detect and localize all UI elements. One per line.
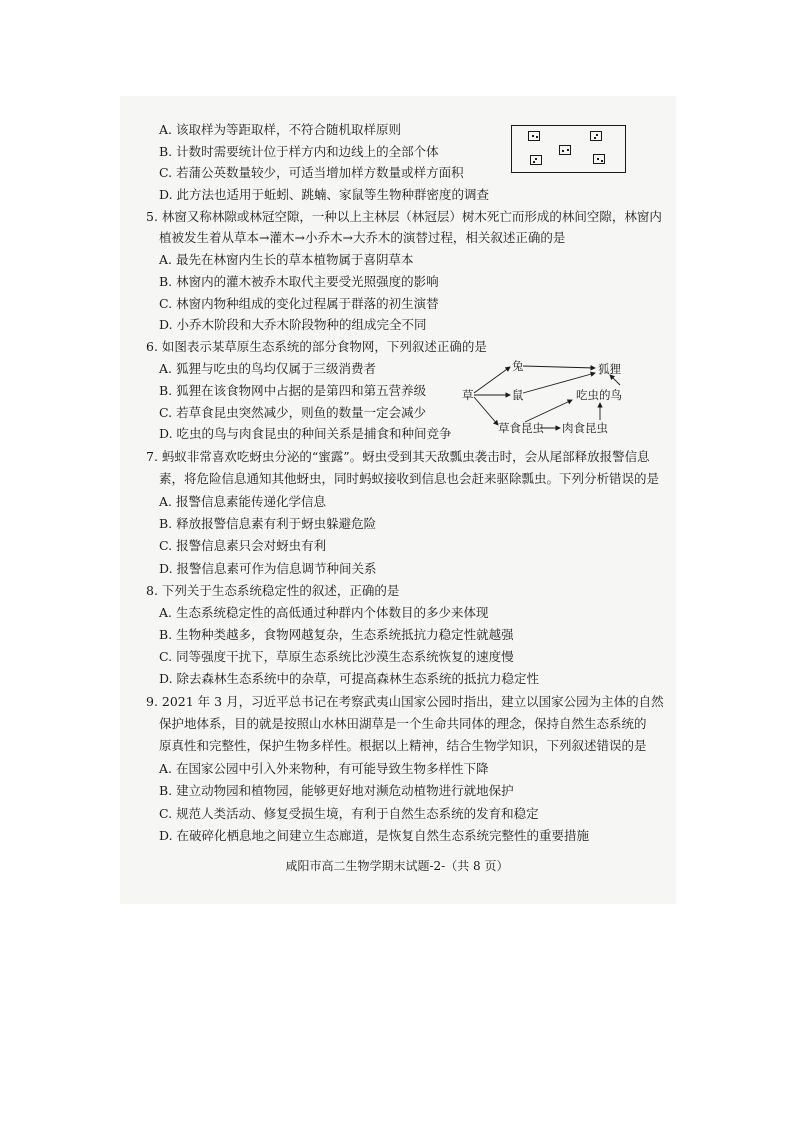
q6-stem: 6. 如图表示某草原生态系统的部分食物网，下列叙述正确的是	[146, 339, 487, 354]
node-grass: 草	[462, 388, 474, 402]
node-carn-insect: 肉食昆虫	[562, 421, 608, 435]
q9-option-c: C. 规范人类活动、修复受损生境，有利于自然生态系统的发育和稳定	[159, 806, 539, 821]
q4-option-a: A. 该取样为等距取样，不符合随机取样原则	[159, 122, 401, 137]
q8-option-c: C. 同等强度干扰下，草原生态系统比沙漠生态系统恢复的速度慢	[159, 649, 514, 664]
node-fox: 狐狸	[598, 362, 621, 376]
q8-option-b: B. 生物种类越多，食物网越复杂，生态系统抵抗力稳定性就越强	[159, 627, 514, 642]
arrow-rabbit-fox	[523, 366, 595, 368]
q6-option-a: A. 狐狸与吃虫的鸟均仅属于三级消费者	[159, 361, 376, 376]
q5-option-a: A. 最先在林窗内生长的草本植物属于喜阴草本	[159, 252, 414, 267]
q8-stem: 8. 下列关于生态系统稳定性的叙述，正确的是	[146, 583, 400, 598]
q4-option-c: C. 若蒲公英数量较少，可适当增加样方数量或样方面积	[159, 165, 464, 180]
q7-stem-line1: 7. 蚂蚁非常喜欢吃蚜虫分泌的“蜜露”。蚜虫受到其天敌瓢虫袭击时，会从尾部释放报警信息	[146, 449, 650, 464]
q7-stem-line2: 素，将危险信息通知其他蚜虫，同时蚂蚁接收到信息也会赶来驱除瓢虫。下列分析错误的是	[159, 471, 660, 486]
quadrat-square	[593, 154, 605, 164]
q5-stem-line1: 5. 林窗又称林隙或林冠空隙，一种以上主林层（林冠层）树木死亡而形成的林间空隙，林窗内	[146, 209, 662, 224]
arrow-herb-insect-bird	[525, 400, 572, 422]
arrow-grass-herb-insect	[474, 397, 498, 425]
node-rabbit: 兔	[512, 359, 524, 373]
q9-option-a: A. 在国家公园中引入外来物种，有可能导致生物多样性下降	[159, 761, 489, 776]
q9-stem-line1: 9. 2021 年 3 月，习近平总书记在考察武夷山国家公园时指出，建立以国家公园为主体的自然	[146, 694, 664, 709]
quadrat-square	[530, 155, 542, 165]
q5-option-d: D. 小乔木阶段和大乔木阶段物种的组成完全不同	[159, 317, 427, 332]
q9-option-d: D. 在破碎化栖息地之间建立生态廊道，是恢复自然生态系统完整性的重要措施	[159, 828, 590, 843]
q4-option-b: B. 计数时需要统计位于样方内和边线上的全部个体	[159, 144, 439, 159]
page-footer: 咸阳市高二生物学期末试题-2-（共 8 页）	[285, 859, 509, 873]
q8-option-a: A. 生态系统稳定性的高低通过种群内个体数目的多少来体现	[159, 605, 489, 620]
node-bird: 吃虫的鸟	[576, 388, 622, 402]
q8-option-d: D. 除去森林生态系统中的杂草，可提高森林生态系统的抵抗力稳定性	[159, 671, 540, 686]
q5-option-b: B. 林窗内的灌木被乔木取代主要受光照强度的影响	[159, 274, 439, 289]
quadrat-square	[528, 131, 540, 141]
quadrat-sampling-diagram	[511, 125, 626, 173]
q7-option-c: C. 报警信息素只会对蚜虫有利	[159, 538, 327, 553]
q4-option-d: D. 此方法也适用于蚯蚓、跳蝻、家鼠等生物种群密度的调查	[159, 187, 490, 202]
q9-option-b: B. 建立动物园和植物园，能够更好地对濒危动植物进行就地保护	[159, 783, 514, 798]
q6-option-c: C. 若草食昆虫突然减少，则鱼的数量一定会减少	[159, 405, 427, 420]
node-herb-insect: 草食昆虫	[498, 421, 544, 435]
food-web-diagram	[460, 355, 640, 445]
q7-option-d: D. 报警信息素可作为信息调节种间关系	[159, 561, 377, 576]
q9-stem-line3: 原真性和完整性，保护生物多样性。根据以上精神，结合生物学知识，下列叙述错误的是	[159, 738, 647, 753]
q6-option-d: D. 吃虫的鸟与肉食昆虫的种间关系是捕食和种间竞争	[159, 426, 452, 441]
arrow-grass-rabbit	[474, 367, 510, 393]
arrow-bird-fox	[610, 375, 620, 385]
q7-option-b: B. 释放报警信息素有利于蚜虫躲避危险	[159, 516, 377, 531]
q5-stem-line2: 植被发生着从草本→灌木→小乔木→大乔木的演替过程，相关叙述正确的是	[159, 230, 566, 245]
q5-option-c: C. 林窗内物种组成的变化过程属于群落的初生演替	[159, 296, 439, 311]
quadrat-square	[559, 145, 571, 155]
node-mouse: 鼠	[512, 388, 524, 402]
q6-option-b: B. 狐狸在该食物网中占据的是第四和第五营养级	[159, 383, 427, 398]
q7-option-a: A. 报警信息素能传递化学信息	[159, 494, 326, 509]
quadrat-square	[590, 131, 602, 141]
q9-stem-line2: 保护地体系，目的就是按照山水林田湖草是一个生命共同体的理念，保持自然生态系统的	[159, 716, 647, 731]
